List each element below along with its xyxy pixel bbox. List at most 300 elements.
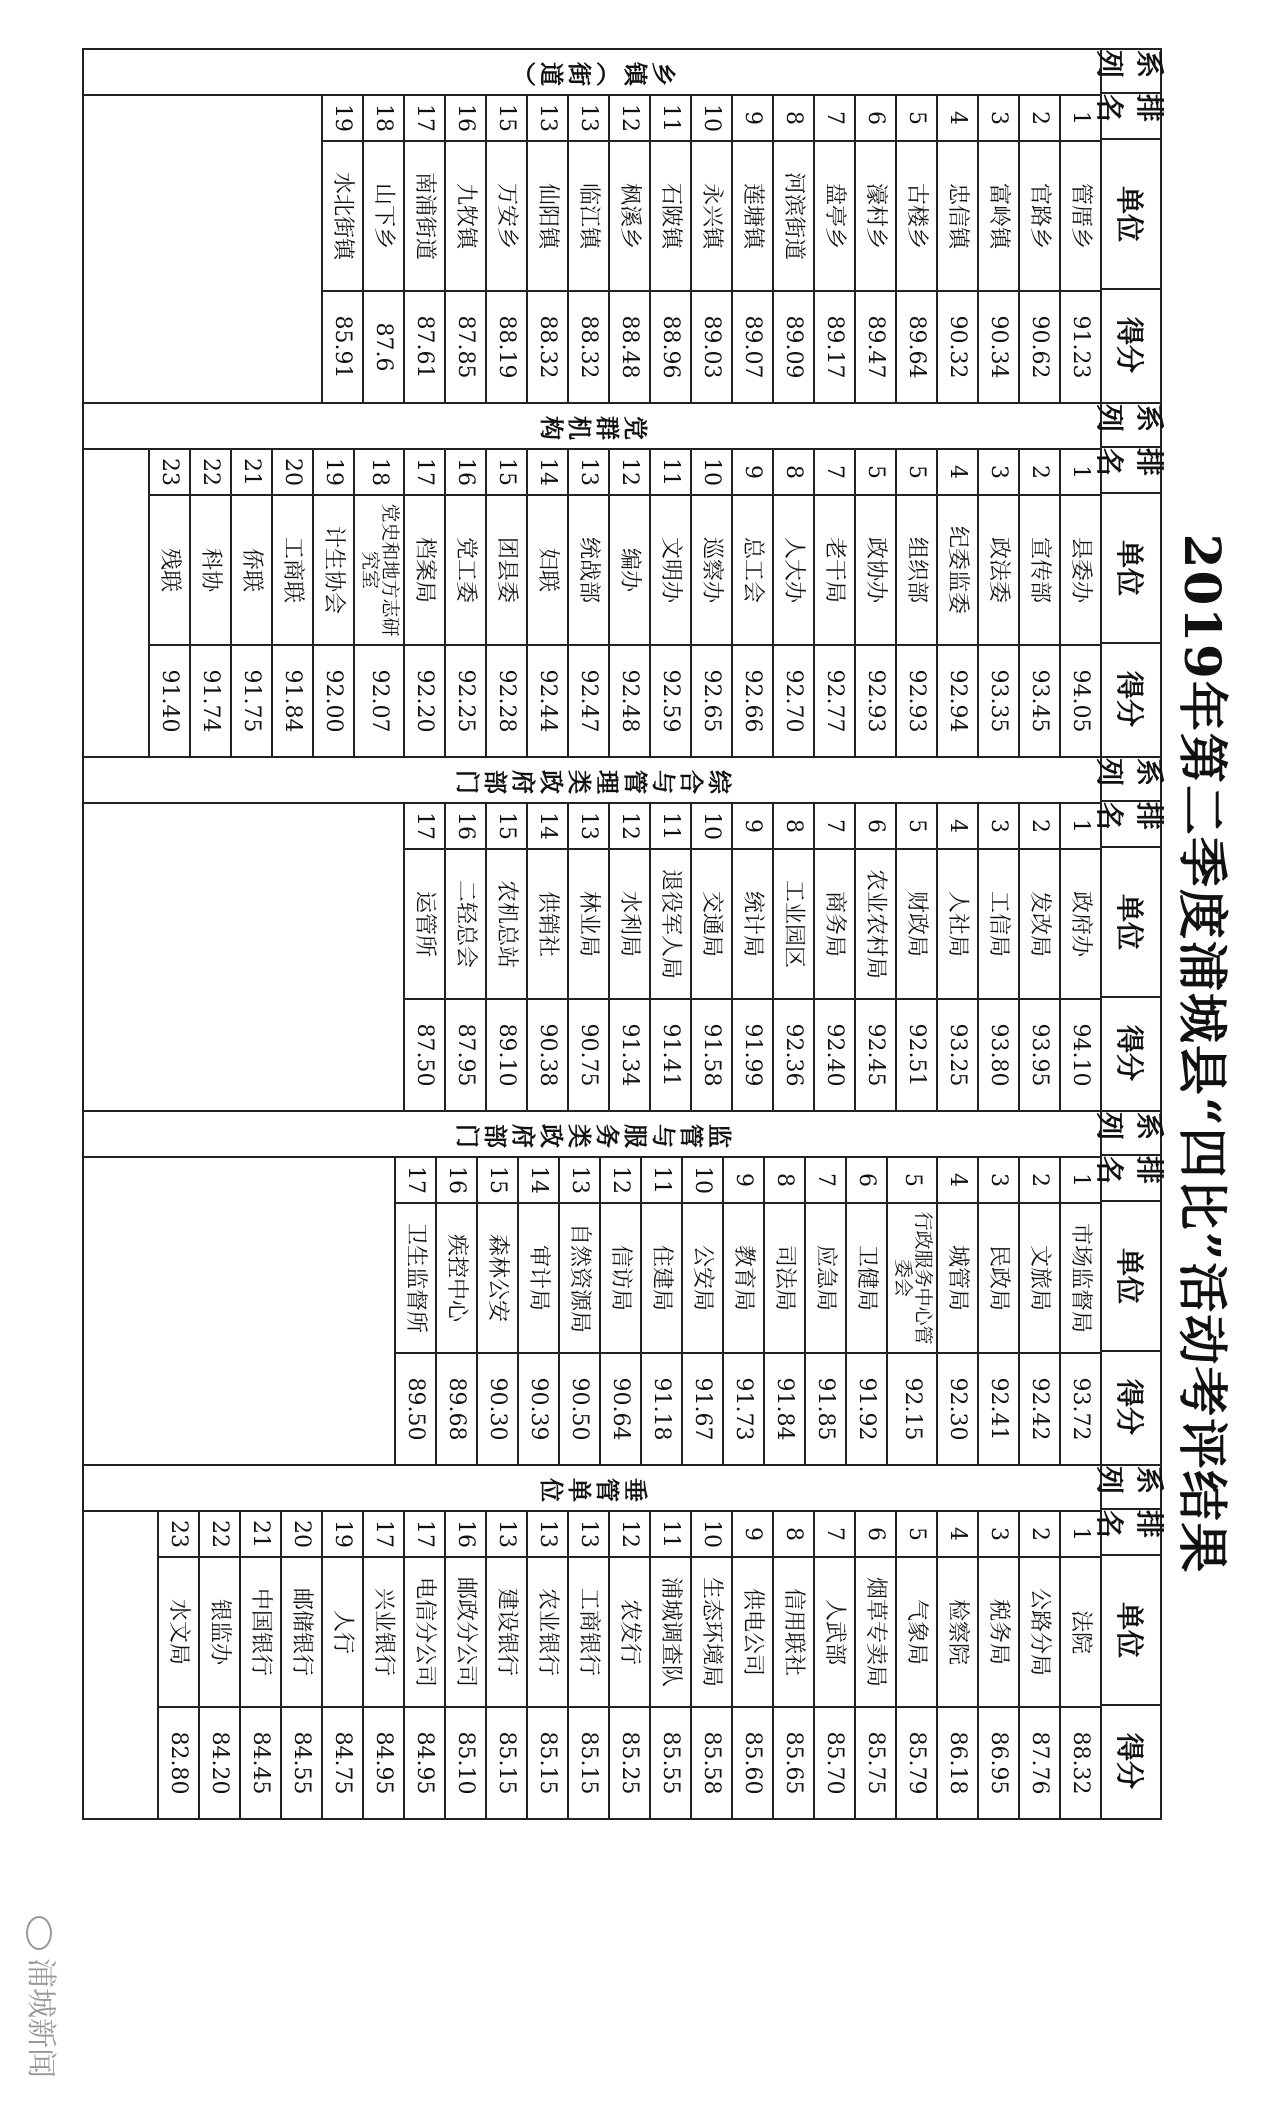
unit-cell: 人武部	[815, 1558, 854, 1708]
header-score: 得分	[1113, 316, 1146, 373]
rank-cell: 12	[601, 1158, 640, 1204]
score-cell: 89.10	[494, 1023, 520, 1087]
score-cell: 88.32	[576, 315, 602, 379]
score-cell: 88.48	[617, 315, 643, 379]
table-section	[82, 402, 1166, 758]
table-row	[690, 804, 731, 1110]
unit-cell: 古楼乡	[897, 142, 936, 292]
rank-cell: 7	[815, 450, 854, 496]
unit-cell: 运管所	[405, 850, 444, 1000]
unit-cell: 工信局	[979, 850, 1018, 1000]
table-row	[526, 804, 567, 1110]
section-header	[1093, 758, 1166, 1110]
table-row	[649, 1512, 690, 1818]
score-cell: 92.42	[1027, 1377, 1053, 1441]
unit-cell: 政府办	[1061, 850, 1100, 1000]
score-cell: 90.62	[1027, 315, 1053, 379]
wechat-icon	[27, 1916, 53, 1950]
unit-cell: 林业局	[569, 850, 608, 1000]
unit-cell: 统计局	[733, 850, 772, 1000]
table-row	[239, 1512, 280, 1818]
table-row	[690, 1512, 731, 1818]
rank-cell: 15	[487, 804, 526, 850]
unit-cell: 森林公安	[478, 1204, 517, 1354]
table-row	[271, 450, 312, 756]
rank-cell: 14	[528, 804, 567, 850]
unit-cell: 山下乡	[364, 142, 403, 292]
unit-cell: 人大办	[774, 496, 813, 646]
score-cell: 85.91	[330, 315, 356, 379]
unit-cell: 科协	[191, 496, 230, 646]
watermark	[22, 1916, 66, 2078]
unit-cell: 石陂镇	[651, 142, 690, 292]
section-rows	[84, 96, 1100, 402]
rank-cell: 4	[938, 804, 977, 850]
rank-cell: 16	[437, 1158, 476, 1204]
unit-cell: 忠信镇	[938, 142, 977, 292]
rank-cell: 13	[569, 96, 608, 142]
unit-cell: 文明办	[651, 496, 690, 646]
score-cell: 87.76	[1027, 1731, 1053, 1795]
unit-cell: 二轻总会	[446, 850, 485, 1000]
score-cell: 84.75	[330, 1731, 356, 1795]
rank-cell: 14	[528, 450, 567, 496]
score-cell: 85.10	[453, 1731, 479, 1795]
table-row	[362, 96, 403, 402]
score-cell: 90.39	[526, 1377, 552, 1441]
unit-cell: 老干局	[815, 496, 854, 646]
score-cell: 92.45	[863, 1023, 889, 1087]
section-rows	[84, 804, 1100, 1110]
score-cell: 87.95	[453, 1023, 479, 1087]
table-row	[148, 450, 189, 756]
table-row	[526, 450, 567, 756]
score-cell: 92.00	[321, 669, 347, 733]
rank-cell: 11	[642, 1158, 681, 1204]
rank-cell: 17	[405, 450, 444, 496]
table-row	[763, 1158, 804, 1464]
section-body	[84, 1112, 1100, 1464]
rank-cell: 5	[888, 1158, 936, 1204]
table-row	[649, 450, 690, 756]
unit-cell: 富岭镇	[979, 142, 1018, 292]
score-cell: 93.72	[1068, 1377, 1094, 1441]
score-cell: 94.10	[1068, 1023, 1094, 1087]
table-row	[772, 1512, 813, 1818]
table-row	[485, 96, 526, 402]
rank-cell: 17	[396, 1158, 435, 1204]
section-rows	[84, 1512, 1100, 1818]
table-row	[813, 804, 854, 1110]
header-score: 得分	[1113, 1378, 1146, 1435]
table-row	[731, 1512, 772, 1818]
rank-cell: 9	[724, 1158, 763, 1204]
table-row	[1018, 804, 1059, 1110]
unit-cell: 巡察办	[692, 496, 731, 646]
score-cell: 91.41	[658, 1023, 684, 1087]
empty-area	[84, 804, 403, 1110]
rank-cell: 1	[1061, 96, 1100, 142]
unit-cell: 农机总站	[487, 850, 526, 1000]
score-cell: 90.34	[986, 315, 1012, 379]
score-cell: 92.51	[904, 1023, 930, 1087]
unit-cell: 财政局	[897, 850, 936, 1000]
unit-cell: 文旅局	[1020, 1204, 1059, 1354]
rank-cell: 4	[938, 450, 977, 496]
table-row	[895, 804, 936, 1110]
rank-cell: 9	[733, 96, 772, 142]
unit-cell: 人社局	[938, 850, 977, 1000]
score-cell: 88.96	[658, 315, 684, 379]
table-row	[517, 1158, 558, 1464]
score-cell: 91.73	[731, 1377, 757, 1441]
score-cell: 90.50	[567, 1377, 593, 1441]
table-section	[82, 756, 1166, 1112]
table-row	[681, 1158, 722, 1464]
rank-cell: 13	[569, 804, 608, 850]
section-category: 监管与服务类政府部门	[84, 1112, 1100, 1158]
score-cell: 86.95	[986, 1731, 1012, 1795]
header-rank: 排名	[1102, 1156, 1160, 1202]
unit-cell: 应急局	[806, 1204, 845, 1354]
rank-cell: 12	[610, 96, 649, 142]
rank-cell: 16	[446, 1512, 485, 1558]
table-row	[403, 450, 444, 756]
header-unit: 单位	[1102, 140, 1160, 290]
unit-cell: 信用联社	[774, 1558, 813, 1708]
score-cell: 84.20	[207, 1731, 233, 1795]
unit-cell: 浦城调查队	[651, 1558, 690, 1708]
table-row	[198, 1512, 239, 1818]
table-row	[690, 450, 731, 756]
rank-cell: 7	[815, 96, 854, 142]
table-row	[608, 804, 649, 1110]
table-row	[567, 1512, 608, 1818]
score-cell: 89.47	[863, 315, 889, 379]
score-cell: 92.40	[822, 1023, 848, 1087]
rank-cell: 10	[692, 96, 731, 142]
unit-cell: 水利局	[610, 850, 649, 1000]
rank-cell: 8	[774, 804, 813, 850]
unit-cell: 官路乡	[1020, 142, 1059, 292]
unit-cell: 河滨街道	[774, 142, 813, 292]
empty-area	[84, 450, 148, 756]
table-row	[731, 96, 772, 402]
rank-cell: 15	[478, 1158, 517, 1204]
unit-cell: 司法局	[765, 1204, 804, 1354]
unit-cell: 计生协会	[314, 496, 353, 646]
empty-area	[84, 1158, 394, 1464]
unit-cell: 人行	[323, 1558, 362, 1708]
table-row	[772, 804, 813, 1110]
score-cell: 92.94	[945, 669, 971, 733]
unit-cell: 政协办	[856, 496, 895, 646]
table-row	[1018, 1158, 1059, 1464]
unit-cell: 农发行	[610, 1558, 649, 1708]
unit-cell: 水文局	[159, 1558, 198, 1708]
score-cell: 91.99	[740, 1023, 766, 1087]
rank-cell: 12	[610, 804, 649, 850]
score-cell: 85.55	[658, 1731, 684, 1795]
unit-cell: 商务局	[815, 850, 854, 1000]
unit-cell: 档案局	[405, 496, 444, 646]
page-title: 2019年第二季度浦城县“四比”活动考评结果	[1173, 533, 1232, 1575]
unit-cell: 市场监督局	[1061, 1204, 1100, 1354]
rank-cell: 19	[323, 1512, 362, 1558]
table-row	[526, 1512, 567, 1818]
score-cell: 92.15	[899, 1377, 925, 1441]
score-cell: 92.65	[699, 669, 725, 733]
rank-cell: 13	[560, 1158, 599, 1204]
table-row	[567, 96, 608, 402]
score-cell: 92.66	[740, 669, 766, 733]
score-cell: 85.25	[617, 1731, 643, 1795]
score-cell: 92.25	[453, 669, 479, 733]
watermark-text: 浦城新闻	[23, 1958, 58, 2078]
score-cell: 82.80	[166, 1731, 192, 1795]
score-cell: 92.70	[781, 669, 807, 733]
rank-cell: 7	[815, 804, 854, 850]
rank-cell: 10	[683, 1158, 722, 1204]
unit-cell: 建设银行	[487, 1558, 526, 1708]
score-cell: 91.34	[617, 1023, 643, 1087]
rank-cell: 5	[856, 450, 895, 496]
table-row	[936, 96, 977, 402]
unit-cell: 城管局	[938, 1204, 977, 1354]
score-cell: 92.44	[535, 669, 561, 733]
rank-cell: 11	[651, 804, 690, 850]
score-cell: 89.07	[740, 315, 766, 379]
table-row	[435, 1158, 476, 1464]
rank-cell: 16	[446, 450, 485, 496]
score-cell: 88.32	[1068, 1731, 1094, 1795]
unit-cell: 枫溪乡	[610, 142, 649, 292]
score-cell: 91.84	[772, 1377, 798, 1441]
rank-cell: 8	[774, 1512, 813, 1558]
rank-cell: 7	[815, 1512, 854, 1558]
rank-cell: 18	[364, 96, 403, 142]
unit-cell: 公路分局	[1020, 1558, 1059, 1708]
header-unit: 单位	[1102, 1202, 1160, 1352]
score-cell: 93.95	[1027, 1023, 1053, 1087]
score-cell: 92.59	[658, 669, 684, 733]
rank-cell: 17	[405, 96, 444, 142]
table-row	[936, 1158, 977, 1464]
score-cell: 90.64	[608, 1377, 634, 1441]
table-row	[886, 1158, 936, 1464]
table-row	[936, 1512, 977, 1818]
unit-cell: 信访局	[601, 1204, 640, 1354]
rank-cell: 23	[150, 450, 189, 496]
score-cell: 90.38	[535, 1023, 561, 1087]
score-cell: 90.30	[485, 1377, 511, 1441]
rank-cell: 1	[1061, 1512, 1100, 1558]
rank-cell: 8	[774, 96, 813, 142]
table-row	[895, 450, 936, 756]
unit-cell: 生态环境局	[692, 1558, 731, 1708]
table-row	[321, 1512, 362, 1818]
table-row	[599, 1158, 640, 1464]
results-table	[82, 48, 1166, 1818]
header-category: 系列	[1102, 758, 1160, 802]
table-row	[854, 96, 895, 402]
table-row	[977, 1512, 1018, 1818]
table-row	[362, 1512, 403, 1818]
unit-cell: 行政服务中心管委会	[888, 1204, 936, 1354]
unit-cell: 侨联	[232, 496, 271, 646]
table-row	[977, 804, 1018, 1110]
score-cell: 86.18	[945, 1731, 971, 1795]
unit-cell: 莲塘镇	[733, 142, 772, 292]
section-category: 乡镇（街道）	[84, 50, 1100, 96]
rank-cell: 2	[1020, 1158, 1059, 1204]
table-row	[1059, 450, 1100, 756]
table-row	[444, 1512, 485, 1818]
unit-cell: 发改局	[1020, 850, 1059, 1000]
rank-cell: 6	[847, 1158, 886, 1204]
table-row	[1059, 1512, 1100, 1818]
rank-cell: 16	[446, 804, 485, 850]
table-row	[895, 1512, 936, 1818]
table-row	[280, 1512, 321, 1818]
table-row	[854, 450, 895, 756]
section-category: 党群机构	[84, 404, 1100, 450]
rank-cell: 8	[765, 1158, 804, 1204]
rank-cell: 1	[1061, 1158, 1100, 1204]
table-row	[936, 450, 977, 756]
table-row	[731, 804, 772, 1110]
unit-cell: 宣传部	[1020, 496, 1059, 646]
score-cell: 88.19	[494, 315, 520, 379]
table-row	[1018, 96, 1059, 402]
rank-cell: 8	[774, 450, 813, 496]
score-cell: 85.65	[781, 1731, 807, 1795]
rank-cell: 9	[733, 804, 772, 850]
table-section	[82, 1110, 1166, 1466]
unit-cell: 卫生监督所	[396, 1204, 435, 1354]
score-cell: 91.75	[239, 669, 265, 733]
unit-cell: 团县委	[487, 496, 526, 646]
rank-cell: 12	[610, 450, 649, 496]
table-section	[82, 1464, 1166, 1820]
table-row	[608, 450, 649, 756]
table-row	[567, 804, 608, 1110]
header-rank: 排名	[1102, 448, 1160, 494]
score-cell: 90.32	[945, 315, 971, 379]
rank-cell: 23	[159, 1512, 198, 1558]
table-row	[1018, 1512, 1059, 1818]
rank-cell: 5	[897, 96, 936, 142]
rank-cell: 18	[355, 450, 403, 496]
rank-cell: 10	[692, 804, 731, 850]
table-row	[485, 450, 526, 756]
table-row	[640, 1158, 681, 1464]
rank-cell: 16	[446, 96, 485, 142]
table-row	[608, 96, 649, 402]
header-score: 得分	[1113, 1024, 1146, 1081]
table-row	[854, 1512, 895, 1818]
score-cell: 94.05	[1068, 669, 1094, 733]
unit-cell: 统战部	[569, 496, 608, 646]
header-rank: 排名	[1102, 94, 1160, 140]
score-cell: 85.15	[494, 1731, 520, 1795]
rank-cell: 6	[856, 1512, 895, 1558]
score-cell: 87.6	[371, 322, 397, 372]
section-body	[84, 1466, 1100, 1818]
rank-cell: 6	[856, 96, 895, 142]
rank-cell: 10	[692, 450, 731, 496]
rank-cell: 19	[314, 450, 353, 496]
section-category: 综合与管理类政府部门	[84, 758, 1100, 804]
rank-cell: 22	[191, 450, 230, 496]
unit-cell: 公安局	[683, 1204, 722, 1354]
header-rank: 排名	[1102, 1510, 1160, 1556]
score-cell: 89.09	[781, 315, 807, 379]
score-cell: 87.50	[412, 1023, 438, 1087]
table-row	[567, 450, 608, 756]
unit-cell: 工业园区	[774, 850, 813, 1000]
table-row	[485, 1512, 526, 1818]
header-score: 得分	[1113, 670, 1146, 727]
table-row	[558, 1158, 599, 1464]
table-row	[403, 96, 444, 402]
unit-cell: 邮储银行	[282, 1558, 321, 1708]
section-header	[1093, 1112, 1166, 1464]
table-row	[649, 804, 690, 1110]
table-row	[403, 1512, 444, 1818]
score-cell: 84.95	[412, 1731, 438, 1795]
rank-cell: 17	[405, 1512, 444, 1558]
rank-cell: 3	[979, 804, 1018, 850]
table-row	[230, 450, 271, 756]
table-row	[157, 1512, 198, 1818]
table-row	[813, 1512, 854, 1818]
unit-cell: 党工委	[446, 496, 485, 646]
score-cell: 92.41	[986, 1377, 1012, 1441]
rank-cell: 13	[569, 450, 608, 496]
rank-cell: 21	[232, 450, 271, 496]
score-cell: 89.64	[904, 315, 930, 379]
unit-cell: 妇联	[528, 496, 567, 646]
unit-cell: 仙阳镇	[528, 142, 567, 292]
score-cell: 93.35	[986, 669, 1012, 733]
unit-cell: 组织部	[897, 496, 936, 646]
score-cell: 90.75	[576, 1023, 602, 1087]
score-cell: 89.50	[403, 1377, 429, 1441]
rank-cell: 12	[610, 1512, 649, 1558]
rank-cell: 15	[487, 96, 526, 142]
unit-cell: 永兴镇	[692, 142, 731, 292]
table-row	[444, 96, 485, 402]
unit-cell: 农业银行	[528, 1558, 567, 1708]
rank-cell: 11	[651, 450, 690, 496]
rank-cell: 15	[487, 450, 526, 496]
unit-cell: 南浦街道	[405, 142, 444, 292]
score-cell: 85.70	[822, 1731, 848, 1795]
unit-cell: 烟草专卖局	[856, 1558, 895, 1708]
score-cell: 92.93	[863, 669, 889, 733]
unit-cell: 卫健局	[847, 1204, 886, 1354]
rank-cell: 22	[200, 1512, 239, 1558]
table-row	[476, 1158, 517, 1464]
unit-cell: 自然资源局	[560, 1204, 599, 1354]
table-row	[1059, 96, 1100, 402]
unit-cell: 供电公司	[733, 1558, 772, 1708]
header-unit: 单位	[1102, 494, 1160, 644]
score-cell: 91.23	[1068, 315, 1094, 379]
table-row	[353, 450, 403, 756]
table-row	[608, 1512, 649, 1818]
